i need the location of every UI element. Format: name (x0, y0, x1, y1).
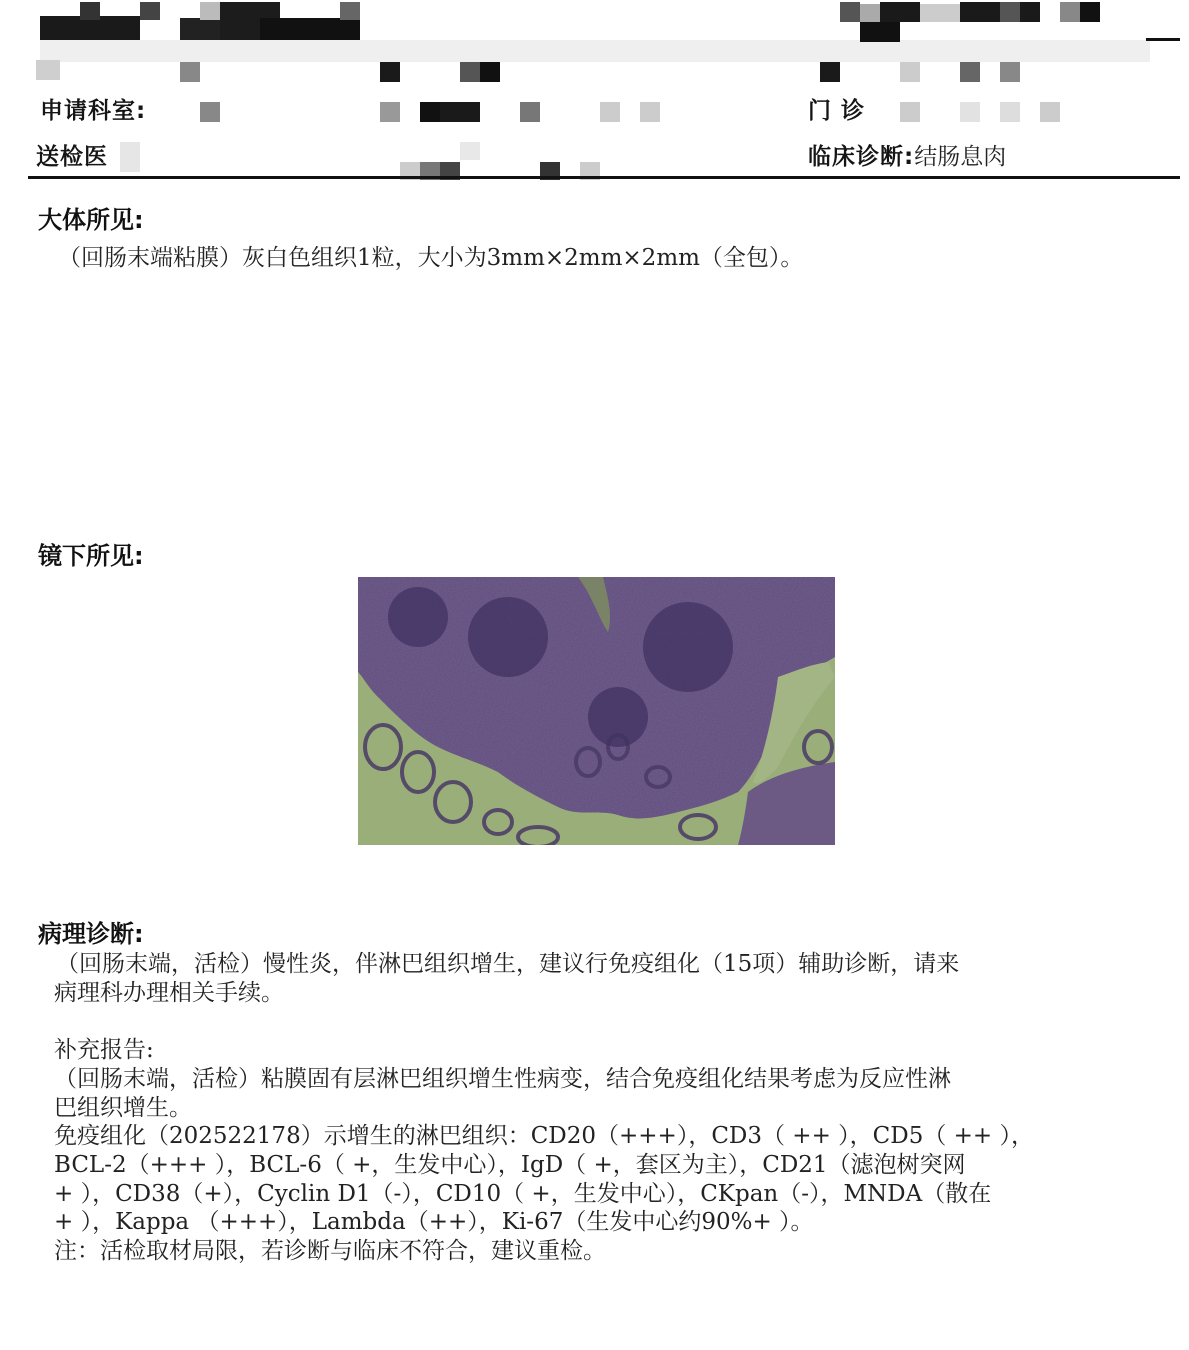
supplement-line-2: 巴组织增生。 (54, 1095, 192, 1121)
gross-text: （回肠末端粘膜）灰白色组织1粒，大小为3mm×2mm×2mm（全包）。 (58, 245, 804, 271)
supplement-line-4: BCL-2（+++ ），BCL-6（ +，生发中心），IgD（ +，套区为主），CD21（滤泡树突网 (54, 1152, 966, 1178)
supplement-line-6: + ），Kappa （+++），Lambda（++），Ki-67（生发中心约90%+ ）。 (54, 1209, 814, 1235)
pathology-line-1: （回肠末端，活检）慢性炎，伴淋巴组织增生，建议行免疫组化（15项）辅助诊断，请来 (56, 951, 960, 977)
histology-image (358, 577, 835, 845)
clinical-diagnosis-label: 临床诊断: (808, 144, 915, 170)
header-divider (28, 176, 1180, 179)
clinical-diagnosis (808, 138, 1006, 171)
supplement-line-1: （回肠末端，活检）粘膜固有层淋巴组织增生性病变，结合免疫组化结果考虑为反应性淋 (54, 1066, 951, 1092)
supplement-line-5: + ），CD38（+），Cyclin D1（-），CD10（ +，生发中心），CKpan（-），MNDA（散在 (54, 1181, 992, 1207)
pathology-line-2: 病理科办理相关手续。 (54, 980, 284, 1006)
supplement-line-3: 免疫组化（202522178）示增生的淋巴组织：CD20（+++），CD3（ ++ ），CD5（ ++ ）， (54, 1123, 1034, 1149)
supplement-note: 注：活检取材局限，若诊断与临床不符合，建议重检。 (54, 1238, 606, 1264)
dept-label: 申请科室: (40, 98, 147, 124)
supplement-title: 补充报告: (54, 1037, 154, 1063)
gross-title: 大体所见: (38, 206, 144, 234)
doctor-label: 送检医 (36, 144, 108, 170)
clinic-label: 门 诊 (808, 98, 866, 124)
micro-title: 镜下所见: (38, 542, 144, 570)
clinical-diagnosis-value: 结肠息肉 (914, 144, 1007, 170)
pathology-title: 病理诊断: (38, 920, 144, 948)
